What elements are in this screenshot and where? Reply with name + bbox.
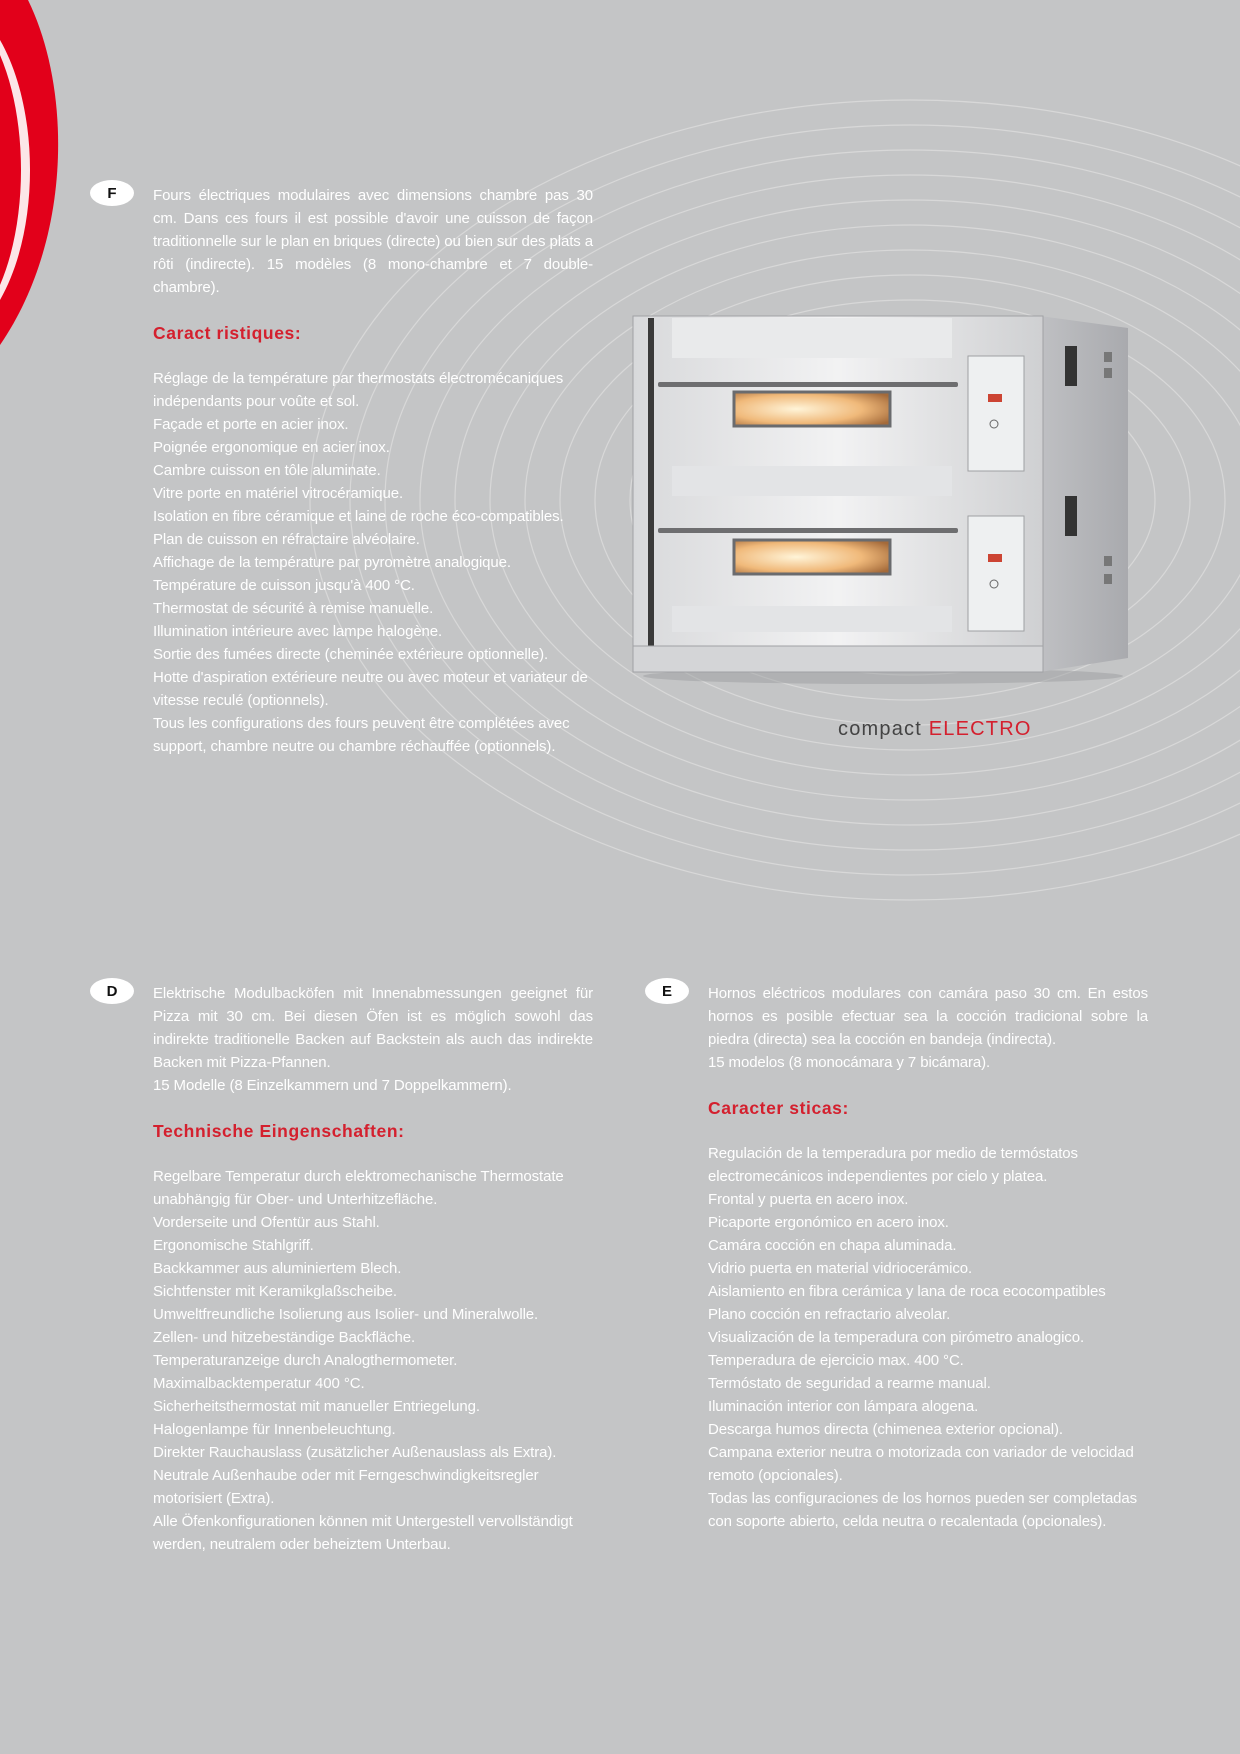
caption-prefix: compact xyxy=(838,718,922,740)
list-item: Regelbare Temperatur durch elektromechanische Thermostate unabhängig für Ober- und Unterhitzefläche. xyxy=(153,1168,564,1208)
list-item: Sortie des fumées directe (cheminée extérieure optionnelle). xyxy=(153,646,549,663)
list-item: Temperaturanzeige durch Analogthermometer. xyxy=(153,1352,458,1369)
badge-es: E xyxy=(645,978,689,1004)
es-heading: Caracter sticas: xyxy=(708,1098,849,1118)
es-intro: Hornos eléctricos modulares con camára paso 30 cm. En estos hornos es posible efectuar sea la cocción tradicional sobre la piedra (directa) sea la cocción en bandeja (indirecta). xyxy=(708,985,1148,1048)
list-item: Frontal y puerta en acero inox. xyxy=(708,1191,909,1208)
de-feature-list xyxy=(153,1165,593,1556)
list-item: Neutrale Außenhaube oder mit Ferngeschwindigkeitsregler motorisiert (Extra). xyxy=(153,1467,539,1507)
list-item: Aislamiento en fibra cerámica y lana de roca ecocompatibles xyxy=(708,1283,1106,1300)
list-item: Ergonomische Stahlgriff. xyxy=(153,1237,314,1254)
es-feature-list xyxy=(708,1142,1148,1533)
list-item: Hotte d'aspiration extérieure neutre ou avec moteur et variateur de vitesse reculé (optionnels). xyxy=(153,669,588,709)
oven-image xyxy=(628,306,1138,686)
list-item: Descarga humos directa (chimenea exterior opcional). xyxy=(708,1421,1063,1438)
list-item: Alle Öfenkonfigurationen können mit Untergestell vervollständigt werden, neutralem oder beheiztem Unterbau. xyxy=(153,1513,573,1553)
list-item: Regulación de la temperadura por medio de termóstatos electromecánicos independientes por cielo y platea. xyxy=(708,1145,1078,1185)
list-item: Picaporte ergonómico en acero inox. xyxy=(708,1214,949,1231)
section-es xyxy=(708,982,1148,1533)
de-intro-models: 15 Modelle (8 Einzelkammern und 7 Doppelkammern). xyxy=(153,1077,512,1094)
es-intro-models: 15 modelos (8 monocámara y 7 bicámara). xyxy=(708,1054,991,1071)
list-item: Direkter Rauchauslass (zusätzlicher Außenauslass als Extra). xyxy=(153,1444,557,1461)
badge-de: D xyxy=(90,978,134,1004)
list-item: Iluminación interior con lámpara alogena. xyxy=(708,1398,979,1415)
fr-heading: Caract ristiques: xyxy=(153,323,302,343)
fr-feature-list xyxy=(153,367,593,758)
section-fr xyxy=(153,184,593,758)
list-item: Réglage de la température par thermostats électromécaniques indépendants pour voûte et sol. xyxy=(153,370,564,410)
list-item: Poignée ergonomique en acier inox. xyxy=(153,439,390,456)
de-heading: Technische Eingenschaften: xyxy=(153,1121,405,1141)
list-item: Maximalbacktemperatur 400 °C. xyxy=(153,1375,365,1392)
list-item: Termóstato de seguridad a rearme manual. xyxy=(708,1375,991,1392)
list-item: Halogenlampe für Innenbeleuchtung. xyxy=(153,1421,396,1438)
list-item: Température de cuisson jusqu'à 400 °C. xyxy=(153,577,415,594)
list-item: Sichtfenster mit Keramikglaßscheibe. xyxy=(153,1283,397,1300)
list-item: Vitre porte en matériel vitrocéramique. xyxy=(153,485,404,502)
list-item: Façade et porte en acier inox. xyxy=(153,416,349,433)
list-item: Plan de cuisson en réfractaire alvéolaire. xyxy=(153,531,420,548)
list-item: Sicherheitsthermostat mit manueller Entriegelung. xyxy=(153,1398,480,1415)
list-item: Thermostat de sécurité à remise manuelle. xyxy=(153,600,434,617)
list-item: Temperadura de ejercicio max. 400 °C. xyxy=(708,1352,964,1369)
caption-highlight: ELECTRO xyxy=(928,718,1032,740)
list-item: Tous les configurations des fours peuvent être complétées avec support, chambre neutre ou chambre réchauffée (optionnels). xyxy=(153,715,570,755)
list-item: Backkammer aus aluminiertem Blech. xyxy=(153,1260,402,1277)
list-item: Vorderseite und Ofentür aus Stahl. xyxy=(153,1214,380,1231)
list-item: Affichage de la température par pyromètre analogique. xyxy=(153,554,511,571)
list-item: Illumination intérieure avec lampe halogène. xyxy=(153,623,443,640)
section-de xyxy=(153,982,593,1556)
list-item: Isolation en fibre céramique et laine de roche éco-compatibles. xyxy=(153,508,564,525)
list-item: Todas las configuraciones de los hornos pueden ser completadas con soporte abierto, celda neutra o recalentada (opcionales). xyxy=(708,1490,1138,1530)
list-item: Visualización de la temperadura con pirómetro analogico. xyxy=(708,1329,1085,1346)
product-caption xyxy=(838,718,1032,741)
list-item: Campana exterior neutra o motorizada con variador de velocidad remoto (opcionales). xyxy=(708,1444,1134,1484)
list-item: Plano cocción en refractario alveolar. xyxy=(708,1306,951,1323)
list-item: Umweltfreundliche Isolierung aus Isolier- und Mineralwolle. xyxy=(153,1306,539,1323)
list-item: Vidrio puerta en material vidriocerámico. xyxy=(708,1260,973,1277)
list-item: Cambre cuisson en tôle aluminate. xyxy=(153,462,381,479)
de-intro: Elektrische Modulbacköfen mit Innenabmessungen geeignet für Pizza mit 30 cm. Bei diesen Öfen ist es möglich sowohl das indirekte traditionelle Backen auf Backstein als auch das indirekte Backen mit Pizza-Pfannen. xyxy=(153,985,593,1071)
badge-fr: F xyxy=(90,180,134,206)
list-item: Camára cocción en chapa aluminada. xyxy=(708,1237,957,1254)
list-item: Zellen- und hitzebeständige Backfläche. xyxy=(153,1329,416,1346)
fr-intro: Fours électriques modulaires avec dimensions chambre pas 30 cm. Dans ces fours il est possible d'avoir une cuisson de façon traditionnelle sur le plan en briques (directe) ou bien sur des plats a rôti (indirecte). 15 modèles (8 mono-chambre et 7 double-chambre). xyxy=(153,187,593,296)
